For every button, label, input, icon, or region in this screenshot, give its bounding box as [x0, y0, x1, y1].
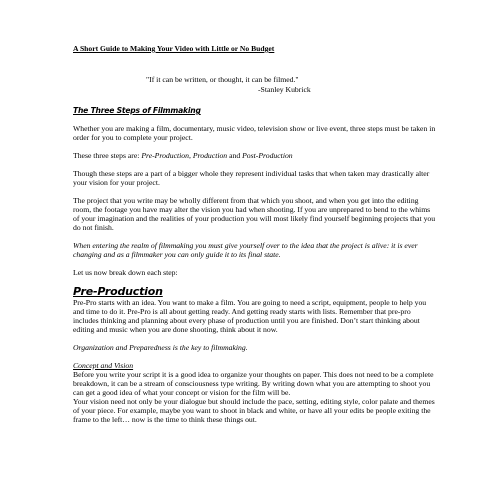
paragraph: The project that you write may be wholly different from that which you shoot, and when you get into the editing room, the footage you have may alter the vision you had when shooting. If you are unprepared to bend to the whims of your imagination and the realities of your production you will most likely find yourself beginning projects that you do not finish.: [73, 196, 436, 232]
italic-paragraph: When entering the realm of filmmaking you must give yourself over to the idea that the project is alive: it is ever changing and as a filmmaker you can only guide it to its final state.: [73, 241, 418, 259]
steps-paragraph: [73, 151, 437, 160]
step-pre-production: Pre-Production: [141, 151, 189, 160]
paragraph: Let us now break down each step:: [73, 268, 178, 277]
epigraph-quote: [73, 75, 437, 94]
paragraph: Pre-Pro starts with an idea. You want to make a film. You are going to need a script, equipment, people to help you and time to do it. Pre-Pro is all about getting ready. And getting ready starts with lists. Remember that pre-pro includes thinking and planning about every phase of production until you are finished. Don’t start thinking about editing and music when you are done shooting, think about it now.: [73, 298, 427, 334]
section-heading-pre-production: Pre-Production: [73, 285, 163, 298]
italic-paragraph: Organization and Preparedness is the key to filmmaking.: [73, 343, 248, 352]
step-production: Production: [192, 151, 228, 160]
quote-author: -Stanley Kubrick: [258, 84, 311, 94]
paragraph: Before you write your script it is a good idea to organize your thoughts on paper. This does not need to be a complete breakdown, it can be a stream of consciousness type writing. By writing down what you are attempting to shoot you can get a good idea of what your concept or vision for the film will be.: [73, 370, 434, 397]
steps-intro: These three steps are:: [73, 151, 142, 160]
step-post-production: Post-Production: [242, 151, 293, 160]
document-title: A Short Guide to Making Your Video with Little or No Budget: [73, 44, 275, 53]
steps-separator: ,: [189, 151, 193, 160]
paragraph: Whether you are making a film, documentary, music video, television show or live event, three steps must be taken in order for you to complete your project.: [73, 124, 436, 142]
steps-separator: and: [227, 151, 243, 160]
paragraph: Though these steps are a part of a bigger whole they represent individual tasks that when taken may drastically alter your vision for your project.: [73, 169, 430, 187]
subheading-concept-vision: Concept and Vision: [73, 361, 134, 370]
section-heading-three-steps: The Three Steps of Filmmaking: [73, 106, 201, 115]
paragraph: Your vision need not only be your dialogue but should include the pace, setting, editing style, color palate and themes of your piece. For example, maybe you want to shoot in black and white, or have all your edits be people exiting the frame to the left… now is the time to think these things out.: [73, 397, 435, 424]
quote-text: "If it can be written, or thought, it can be filmed.": [146, 75, 299, 84]
